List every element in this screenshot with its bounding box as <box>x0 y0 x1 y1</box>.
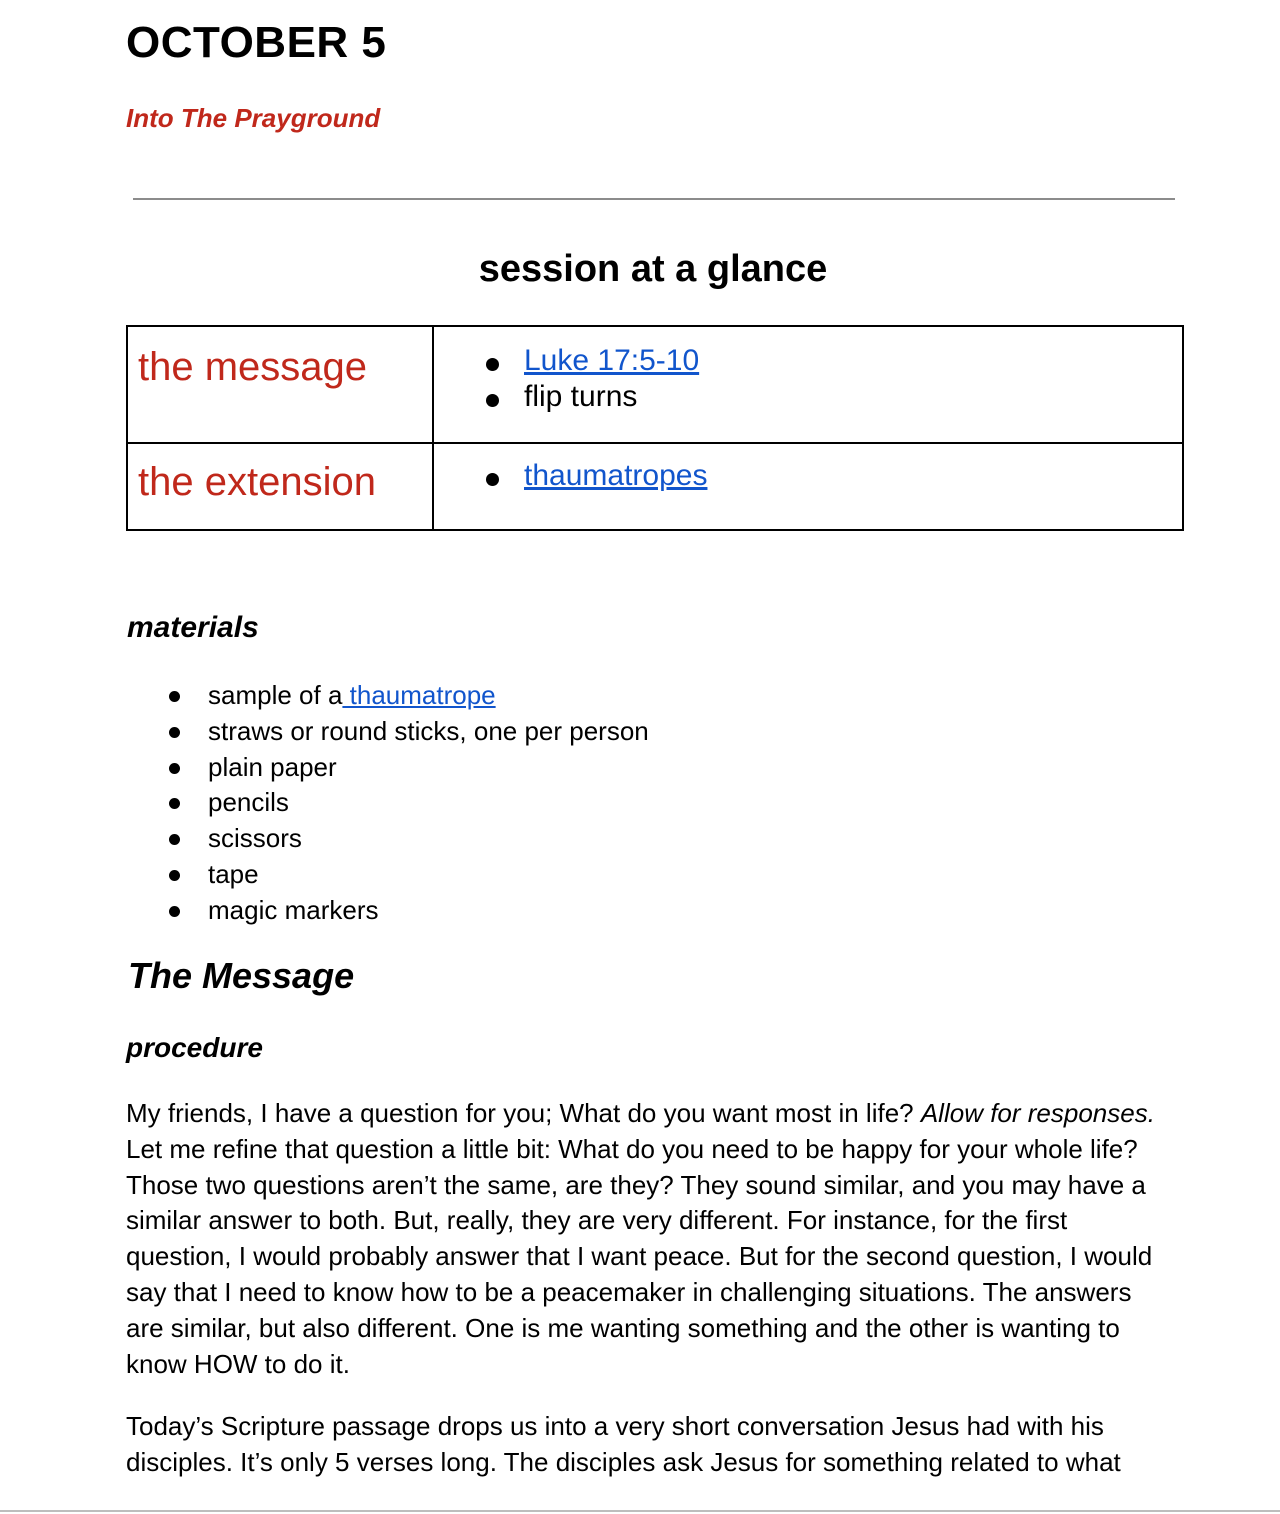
horizontal-rule <box>133 198 1175 200</box>
the-message-heading: The Message <box>128 955 355 996</box>
document-title: OCTOBER 5 <box>126 18 387 67</box>
glance-list-item <box>484 343 1182 379</box>
glance-row-message <box>127 326 1183 443</box>
materials-list-item: straws or round sticks, one per person <box>167 714 649 750</box>
materials-list-item: magic markers <box>167 893 649 929</box>
procedure-paragraph <box>126 1096 1176 1382</box>
glance-item-list <box>434 327 1182 415</box>
glance-list-item <box>484 458 1182 494</box>
luke-scripture-link[interactable]: Luke 17:5-10 <box>524 344 700 377</box>
document-subtitle: Into The Prayground <box>126 103 381 133</box>
procedure-heading: procedure <box>126 1032 263 1063</box>
glance-row-extension <box>127 443 1183 530</box>
scripture-intro-paragraph: Today’s Scripture passage drops us into a very short conversation Jesus had with his disciples. It’s only 5 verses long. The disciples ask Jesus for something related to what <box>126 1411 1121 1477</box>
glance-items-cell <box>433 443 1183 530</box>
materials-heading: materials <box>127 611 259 644</box>
materials-list-item: tape <box>167 857 649 893</box>
paragraph-text: Let me refine that question a little bit: What do you need to be happy for your whole life? Those two questions aren’t the same, are they? They sound similar, and you may have a similar answer to both. But, really, they are very different. For instance, for the first question, I would probably answer that I want peace. But for the second question, I would say that I need to know how to be a peacemaker in challenging situations. The answers are similar, but also different. One is me wanting something and the other is wanting to know HOW to do it. <box>126 1133 1153 1379</box>
glance-label-message: the message <box>127 326 433 443</box>
materials-list-item: plain paper <box>167 750 649 786</box>
thaumatropes-link[interactable]: thaumatropes <box>524 459 708 492</box>
paragraph-italic-text: Allow for responses. <box>920 1098 1155 1128</box>
session-glance-table <box>126 325 1184 531</box>
glance-label-extension: the extension <box>127 443 433 530</box>
page-bottom-edge <box>0 1510 1280 1512</box>
paragraph-text: My friends, I have a question for you; What do you want most in life? <box>126 1098 921 1128</box>
glance-item-list <box>434 444 1182 494</box>
glance-list-item: flip turns <box>484 379 1182 415</box>
glance-items-cell <box>433 326 1183 443</box>
materials-list-item <box>167 678 649 714</box>
materials-list <box>167 678 649 929</box>
glance-heading: session at a glance <box>478 248 828 290</box>
materials-list-item: pencils <box>167 785 649 821</box>
materials-list-item: scissors <box>167 821 649 857</box>
materials-item-text: sample of a <box>208 680 343 710</box>
thaumatrope-link[interactable]: thaumatrope <box>342 680 496 710</box>
